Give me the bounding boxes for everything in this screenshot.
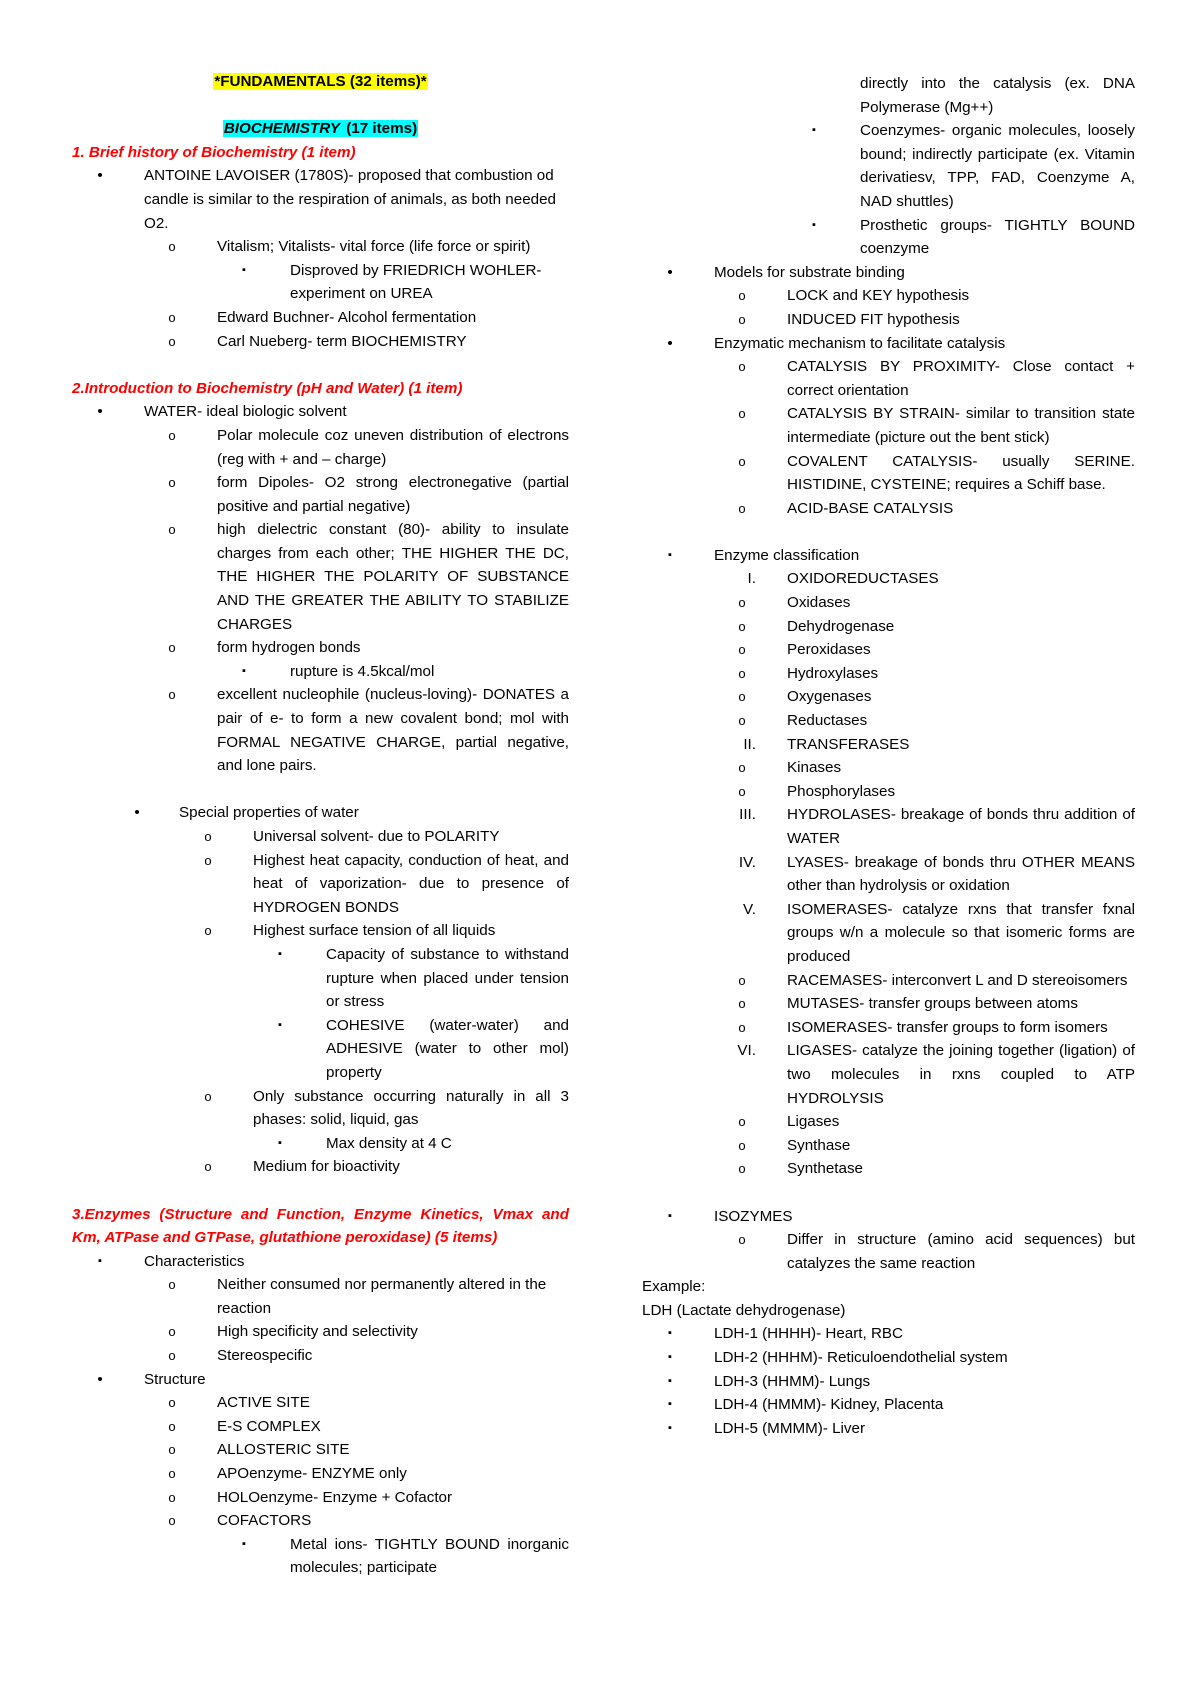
list-item	[642, 497, 1135, 521]
bullet-icon: o	[738, 996, 746, 1012]
list-item-text: LDH-1 (HHHH)- Heart, RBC	[714, 1325, 904, 1343]
list-item	[642, 450, 1135, 497]
bullet-icon: o	[738, 595, 746, 611]
list-item	[642, 1346, 1135, 1370]
bullet-icon: o	[168, 1348, 176, 1364]
list-item	[72, 259, 569, 306]
list-item-text: Kinases	[787, 759, 842, 777]
blank-line	[642, 1181, 1135, 1205]
list-item	[642, 851, 1135, 898]
bullet-icon: •	[97, 403, 103, 421]
roman-numeral: I.	[747, 570, 756, 588]
list-item	[72, 1438, 569, 1462]
list-item	[72, 801, 569, 825]
blank-line	[72, 94, 569, 118]
list-item-text: Ligases	[787, 1113, 840, 1131]
list-item-text: Highest heat capacity, conduction of heat, and heat of vaporization- due to presence of HYDROGEN BONDS	[253, 851, 569, 916]
list-item-text: Only substance occurring naturally in all 3 phases: solid, liquid, gas	[253, 1087, 569, 1129]
list-item	[72, 424, 569, 471]
list-item	[72, 849, 569, 920]
list-item	[642, 1370, 1135, 1394]
bullet-icon: o	[168, 239, 176, 255]
list-item-text: Max density at 4 C	[326, 1134, 452, 1152]
list-item-text: Special properties of water	[179, 804, 359, 822]
bullet-icon: ▪	[668, 1327, 672, 1340]
list-item	[72, 1462, 569, 1486]
list-item	[72, 1368, 569, 1392]
roman-numeral: VI.	[737, 1042, 756, 1060]
bullet-icon: ▪	[668, 1209, 672, 1222]
list-item	[642, 1205, 1135, 1229]
list-item	[72, 400, 569, 424]
list-item-text: HOLOenzyme- Enzyme + Cofactor	[217, 1488, 453, 1506]
list-item-text: APOenzyme- ENZYME only	[217, 1465, 407, 1483]
bullet-icon: •	[667, 263, 673, 281]
list-item	[642, 284, 1135, 308]
list-item	[642, 638, 1135, 662]
list-item-text: OXIDOREDUCTASES	[787, 570, 939, 588]
blank-line	[642, 520, 1135, 544]
bullet-icon: •	[97, 167, 103, 185]
list-item	[72, 1014, 569, 1085]
bullet-icon: o	[204, 1159, 212, 1175]
bullet-icon: o	[168, 687, 176, 703]
list-item-text: LOCK and KEY hypothesis	[787, 287, 970, 305]
list-item	[642, 214, 1135, 261]
bullet-icon: o	[738, 783, 746, 799]
list-item-text: Reductases	[787, 712, 868, 730]
list-item	[642, 544, 1135, 568]
section-heading: 2.Introduction to Biochemistry (pH and Water) (1 item)	[72, 379, 463, 397]
list-item-text: INDUCED FIT hypothesis	[787, 310, 960, 328]
bullet-icon: o	[738, 760, 746, 776]
list-item-text: Synthase	[787, 1136, 851, 1154]
list-item-text: ALLOSTERIC SITE	[217, 1441, 350, 1459]
bullet-icon: o	[168, 1324, 176, 1340]
bullet-icon: ▪	[242, 1537, 246, 1550]
list-item-text: Hydroxylases	[787, 664, 879, 682]
bullet-icon: o	[738, 642, 746, 658]
list-item-text: LIGASES- catalyze the joining together (ligation) of two molecules in rxns coupled to ATP HYDROLYSIS	[787, 1042, 1135, 1107]
bullet-icon: o	[168, 1466, 176, 1482]
list-item-text: Dehydrogenase	[787, 617, 895, 635]
bullet-icon: o	[168, 1513, 176, 1529]
bullet-icon: o	[738, 1019, 746, 1035]
list-item	[642, 1275, 1135, 1299]
bullet-icon: •	[97, 1370, 103, 1388]
list-item	[72, 1509, 569, 1533]
list-item	[72, 1391, 569, 1415]
bullet-icon: o	[738, 500, 746, 516]
roman-numeral: V.	[743, 900, 756, 918]
list-item	[642, 685, 1135, 709]
list-item	[642, 1016, 1135, 1040]
bullet-icon: o	[738, 665, 746, 681]
title-text: *FUNDAMENTALS (32 items)*	[214, 73, 427, 90]
bullet-icon: o	[168, 1418, 176, 1434]
roman-numeral: IV.	[738, 853, 756, 871]
list-item	[72, 306, 569, 330]
list-item	[642, 662, 1135, 686]
list-item-text: high dielectric constant (80)- ability to insulate charges from each other; THE HIGHER THE DC, THE HIGHER THE POLARITY OF SUBSTANCE AND THE GREATER THE ABILITY TO STABILIZE CHARGES	[217, 521, 569, 633]
list-item-text: High specificity and selectivity	[217, 1323, 418, 1341]
list-item-text: RACEMASES- interconvert L and D stereoisomers	[787, 971, 1128, 989]
blank-line	[72, 778, 569, 802]
bullet-icon: o	[168, 309, 176, 325]
list-item	[642, 733, 1135, 757]
list-item	[72, 919, 569, 943]
list-item	[72, 1273, 569, 1320]
list-item	[642, 1110, 1135, 1134]
bullet-icon: ▪	[98, 1254, 102, 1267]
list-item	[72, 1344, 569, 1368]
left-column	[72, 0, 569, 1580]
blank-line	[72, 353, 569, 377]
list-item-text: LDH-5 (MMMM)- Liver	[714, 1419, 866, 1437]
bullet-icon: ▪	[668, 1351, 672, 1364]
list-item	[642, 969, 1135, 993]
bullet-icon: o	[738, 1232, 746, 1248]
bullet-icon: o	[204, 1088, 212, 1104]
bullet-icon: o	[738, 288, 746, 304]
list-item-text: WATER- ideal biologic solvent	[144, 403, 347, 421]
list-item-text: Polar molecule coz uneven distribution of electrons (reg with + and – charge)	[217, 426, 569, 468]
list-item	[72, 943, 569, 1014]
bullet-icon: o	[168, 1395, 176, 1411]
bullet-icon: o	[738, 453, 746, 469]
section-subtitle	[72, 117, 569, 141]
bullet-icon: ▪	[242, 664, 246, 677]
bullet-icon: ▪	[668, 548, 672, 561]
list-item	[72, 1085, 569, 1132]
bullet-icon: ▪	[668, 1421, 672, 1434]
list-item-text: ISOMERASES- catalyze rxns that transfer fxnal groups w/n a molecule so that isomeric forms are produced	[787, 900, 1135, 965]
bullet-icon: o	[738, 359, 746, 375]
list-item-text: LDH-2 (HHHM)- Reticuloendothelial system	[714, 1349, 1008, 1367]
list-item-text: Oxygenases	[787, 688, 872, 706]
list-item-text: CATALYSIS BY STRAIN- similar to transition state intermediate (picture out the bent stick)	[787, 405, 1135, 446]
list-item-text: form hydrogen bonds	[217, 639, 361, 657]
list-item	[642, 332, 1135, 356]
bullet-icon: o	[738, 406, 746, 422]
list-item-text: ACID-BASE CATALYSIS	[787, 499, 954, 517]
list-item-text: E-S COMPLEX	[217, 1417, 321, 1435]
roman-numeral: III.	[739, 806, 756, 824]
list-item	[642, 355, 1135, 402]
list-item-text: ISOMERASES- transfer groups to form isomers	[787, 1018, 1108, 1036]
bullet-icon: o	[168, 1489, 176, 1505]
bullet-icon: o	[168, 1442, 176, 1458]
bullet-icon: o	[204, 923, 212, 939]
list-item	[72, 471, 569, 518]
list-item-text: COHESIVE (water-water) and ADHESIVE (water to other mol) property	[326, 1016, 569, 1081]
bullet-icon: •	[134, 804, 140, 822]
list-item	[72, 825, 569, 849]
bullet-icon: o	[168, 522, 176, 538]
list-item	[642, 615, 1135, 639]
list-item-text: Peroxidases	[787, 641, 871, 659]
bullet-icon: o	[168, 475, 176, 491]
list-item	[642, 780, 1135, 804]
list-item-text: CATALYSIS BY PROXIMITY- Close contact + correct orientation	[787, 358, 1135, 399]
list-item-text: Coenzymes- organic molecules, loosely bound; indirectly participate (ex. Vitamin derivatiesv, TPP, FAD, Coenzyme A, NAD shuttles)	[860, 122, 1135, 210]
bullet-icon: o	[168, 427, 176, 443]
list-item-text: form Dipoles- O2 strong electronegative (partial positive and partial negative)	[217, 474, 569, 515]
list-item-text: MUTASES- transfer groups between atoms	[787, 995, 1078, 1013]
bullet-icon: ▪	[278, 947, 282, 960]
list-item-text: Vitalism; Vitalists- vital force (life force or spirit)	[217, 238, 531, 256]
list-item	[642, 119, 1135, 213]
list-item-text: Differ in structure (amino acid sequences) but catalyzes the same reaction	[787, 1231, 1135, 1272]
list-item-text: LYASES- breakage of bonds thru OTHER MEANS other than hydrolysis or oxidation	[787, 853, 1135, 895]
list-item-text: Synthetase	[787, 1160, 863, 1178]
list-item	[642, 402, 1135, 449]
bullet-icon: ▪	[812, 218, 816, 231]
bullet-icon: ▪	[668, 1398, 672, 1411]
bullet-icon: o	[738, 972, 746, 988]
list-item-text: ACTIVE SITE	[217, 1394, 310, 1412]
roman-numeral: II.	[743, 735, 756, 753]
list-item	[642, 308, 1135, 332]
list-item-text: excellent nucleophile (nucleus-loving)- DONATES a pair of e- to form a new covalent bond; mol with FORMAL NEGATIVE CHARGE, partial negative, and lone pairs.	[217, 686, 569, 775]
bullet-icon: o	[738, 689, 746, 705]
list-item	[72, 1250, 569, 1274]
list-item	[72, 235, 569, 259]
bullet-icon: o	[204, 829, 212, 844]
section-heading: 3.Enzymes (Structure and Function, Enzyme Kinetics, Vmax and Km, ATPase and GTPase, glutathione peroxidase) (5 items)	[72, 1205, 569, 1247]
subtitle-count: (17 items)	[342, 120, 418, 138]
list-item-text: LDH (Lactate dehydrogenase)	[642, 1301, 846, 1319]
list-item-text: rupture is 4.5kcal/mol	[290, 662, 435, 680]
bullet-icon: o	[738, 713, 746, 729]
bullet-icon: ▪	[278, 1018, 282, 1031]
bullet-icon: ▪	[668, 1374, 672, 1387]
list-item	[72, 164, 569, 235]
list-item	[72, 330, 569, 354]
list-item	[642, 567, 1135, 591]
list-item-text: Metal ions- TIGHTLY BOUND inorganic molecules; participate	[290, 1535, 569, 1577]
list-item-text: COFACTORS	[217, 1512, 312, 1530]
list-item-text: Prosthetic groups- TIGHTLY BOUND coenzyme	[860, 216, 1135, 258]
list-item-text: Structure	[144, 1370, 206, 1388]
list-item	[642, 1299, 1135, 1323]
list-item-text: Carl Nueberg- term BIOCHEMISTRY	[217, 332, 467, 350]
bullet-icon: o	[738, 618, 746, 634]
list-item	[642, 1228, 1135, 1275]
section-heading: 1. Brief history of Biochemistry (1 item)	[72, 143, 356, 161]
bullet-icon: •	[667, 334, 673, 352]
list-item	[642, 803, 1135, 850]
list-item-text: Phosphorylases	[787, 782, 896, 800]
bullet-icon: o	[168, 333, 176, 349]
bullet-icon: o	[738, 1161, 746, 1177]
list-item	[642, 72, 1135, 119]
list-item	[72, 1415, 569, 1439]
list-item-text: ISOZYMES	[714, 1207, 793, 1225]
bullet-icon: ▪	[278, 1136, 282, 1149]
list-item-text: Enzyme classification	[714, 546, 860, 564]
list-item-text: ANTOINE LAVOISER (1780S)- proposed that combustion od candle is similar to the respiration of animals, as both needed O2.	[144, 167, 556, 232]
bullet-icon: ▪	[242, 263, 246, 276]
list-item-text: Edward Buchner- Alcohol fermentation	[217, 308, 477, 326]
list-item-text: HYDROLASES- breakage of bonds thru addition of WATER	[787, 806, 1135, 847]
list-item-text: TRANSFERASES	[787, 735, 910, 753]
subtitle-name: BIOCHEMISTRY	[223, 120, 341, 138]
list-item-text: Models for substrate binding	[714, 263, 905, 281]
list-item	[642, 756, 1135, 780]
bullet-icon: o	[168, 1277, 176, 1293]
list-item-text: LDH-3 (HHMM)- Lungs	[714, 1372, 871, 1390]
list-item	[72, 660, 569, 684]
list-item-text: Universal solvent- due to POLARITY	[253, 828, 500, 845]
list-item-text: Enzymatic mechanism to facilitate catalysis	[714, 334, 1006, 352]
list-item	[72, 1132, 569, 1156]
list-item-text: directly into the catalysis (ex. DNA Polymerase (Mg++)	[860, 75, 1135, 116]
list-item	[72, 636, 569, 660]
document-title	[72, 70, 569, 94]
list-item	[72, 683, 569, 777]
list-item	[72, 1155, 569, 1179]
list-item-text: Neither consumed nor permanently altered in the reaction	[217, 1276, 547, 1317]
list-item	[642, 1322, 1135, 1346]
list-item-text: Highest surface tension of all liquids	[253, 922, 496, 940]
list-item-text: Capacity of substance to withstand rupture when placed under tension or stress	[326, 945, 569, 1011]
list-item	[642, 1039, 1135, 1110]
bullet-icon: o	[204, 852, 212, 868]
list-item-text: Disproved by FRIEDRICH WOHLER- experiment on UREA	[290, 261, 542, 303]
list-item	[72, 1486, 569, 1510]
right-column	[642, 0, 1135, 1440]
bullet-icon: o	[738, 1114, 746, 1130]
list-item-text: Medium for bioactivity	[253, 1158, 400, 1176]
list-item	[72, 518, 569, 636]
list-item	[642, 898, 1135, 969]
list-item	[72, 1533, 569, 1580]
list-item-text: Oxidases	[787, 594, 851, 612]
list-item-text: Example:	[642, 1278, 706, 1296]
list-item	[642, 591, 1135, 615]
list-item	[72, 1320, 569, 1344]
bullet-icon: o	[168, 640, 176, 656]
list-item	[642, 1157, 1135, 1181]
list-item-text: LDH-4 (HMMM)- Kidney, Placenta	[714, 1396, 944, 1414]
bullet-icon: ▪	[812, 124, 816, 137]
list-item	[642, 1393, 1135, 1417]
list-item	[642, 1134, 1135, 1158]
list-item	[642, 261, 1135, 285]
bullet-icon: o	[738, 311, 746, 327]
bullet-icon: o	[738, 1137, 746, 1153]
list-item-text: Characteristics	[144, 1252, 245, 1270]
list-item	[642, 992, 1135, 1016]
blank-line	[72, 1179, 569, 1203]
list-item-text: Stereospecific	[217, 1347, 313, 1365]
list-item	[642, 1417, 1135, 1441]
list-item-text: COVALENT CATALYSIS- usually SERINE. HISTIDINE, CYSTEINE; requires a Schiff base.	[787, 452, 1135, 494]
list-item	[642, 709, 1135, 733]
